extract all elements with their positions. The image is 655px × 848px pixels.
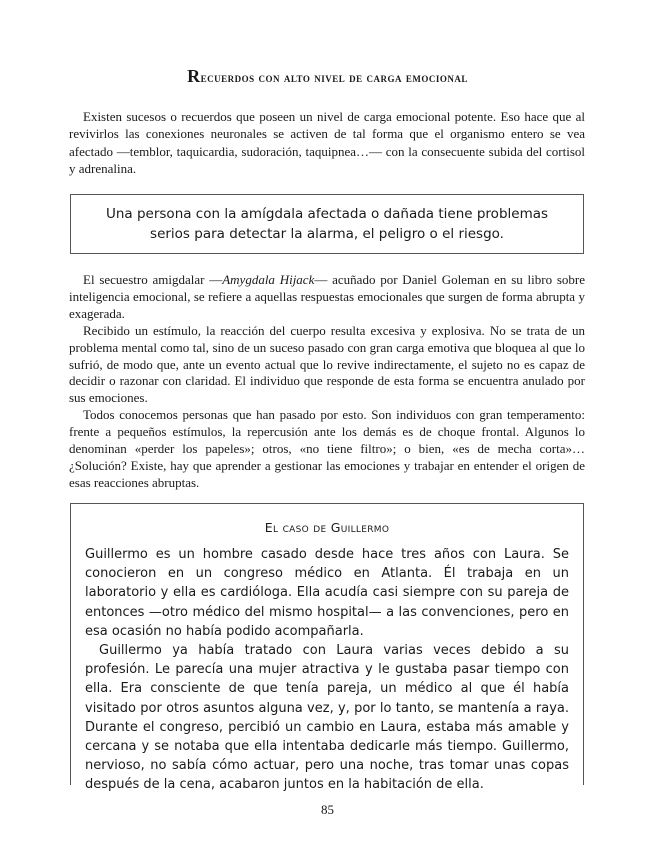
paragraph-temperament: Todos conocemos personas que han pasado por esto. Son individuos con gran temperamento: frente a pequeños estímulos, la repercusión ante los demás es de choque frontal. Algunos lo denominan «perder los papeles»; otros, «no tiene filtro»; o bien, «es de mecha corta»… ¿Solución? Existe, hay que aprender a gestionar las emociones y trabajar en entender el origen de esas reacciones abruptas. <box>69 407 585 490</box>
paragraph-hijack <box>69 272 585 323</box>
case-text <box>85 545 569 795</box>
callout-text: Una persona con la amígdala afectada o dañada tiene problemas serios para detectar la alarma, el peligro o el riesgo. <box>105 206 549 242</box>
section-title <box>0 66 655 87</box>
hijack-after: — acuñado por Daniel Goleman en su libro sobre inteligencia emocional, se refiere a aquellas respuestas emocionales que surgen de forma abrupta y exagerada. <box>69 272 585 321</box>
body-text <box>69 272 585 492</box>
hijack-term: Amygdala Hijack <box>222 272 315 287</box>
case-paragraph: Guillermo ya había tratado con Laura varias veces debido a su profesión. Le parecía una mujer atractiva y le gustaba pasar tiempo con ella. Era consciente de que tenía pareja, un médico al que él había visitado por otros asuntos alguna vez, y, por lo tanto, se mantenía a raya. Durante el congreso, percibió un cambio en Laura, estaba más amable y cercana y se notaba que ella intentaba dedicarle más tiempo. Guillermo, nervioso, no sabía cómo actuar, pero una noche, tras tomar unas copas después de la cena, acabaron juntos en la habitación de ella. <box>85 643 569 793</box>
page-number: 85 <box>321 802 334 817</box>
intro-paragraph: Existen sucesos o recuerdos que poseen un nivel de carga emocional potente. Eso hace que al revivirlos las conexiones neuronales se activen de tal forma que el organismo entero se vea afectado —temblor, taquicardia, sudoración, taquipnea…— con la consecuente subida del cortisol y adrenalina. <box>69 109 585 176</box>
callout-box <box>70 194 584 254</box>
case-title: El caso de Guillermo <box>264 520 390 535</box>
case-paragraph: Guillermo es un hombre casado desde hace tres años con Laura. Se conocieron en un congreso médico en Atlanta. Él trabaja en un laboratorio y ella es cardióloga. Ella acudía casi siempre con su pareja de entonces —otro médico del mismo hospital— a las convenciones, pero en esa ocasión no había podido acompañarla. <box>85 547 569 639</box>
paragraph-stimulus: Recibido un estímulo, la reacción del cuerpo resulta excesiva y explosiva. No se trata de un problema mental como tal, sino de un suceso pasado con gran carga emotiva que bloquea al que lo sufrió, de modo que, ante un evento actual que lo revive indirectamente, el sujeto no es capaz de decidir o razonar con claridad. El individuo que responde de esta forma se encuentra anulado por sus emociones. <box>69 322 585 406</box>
section-title-rest: ecuerdos con alto nivel de carga emocional <box>200 70 468 85</box>
hijack-before: El secuestro amigdalar — <box>83 272 223 287</box>
case-box <box>70 503 584 793</box>
section-title-initial: R <box>187 66 201 86</box>
